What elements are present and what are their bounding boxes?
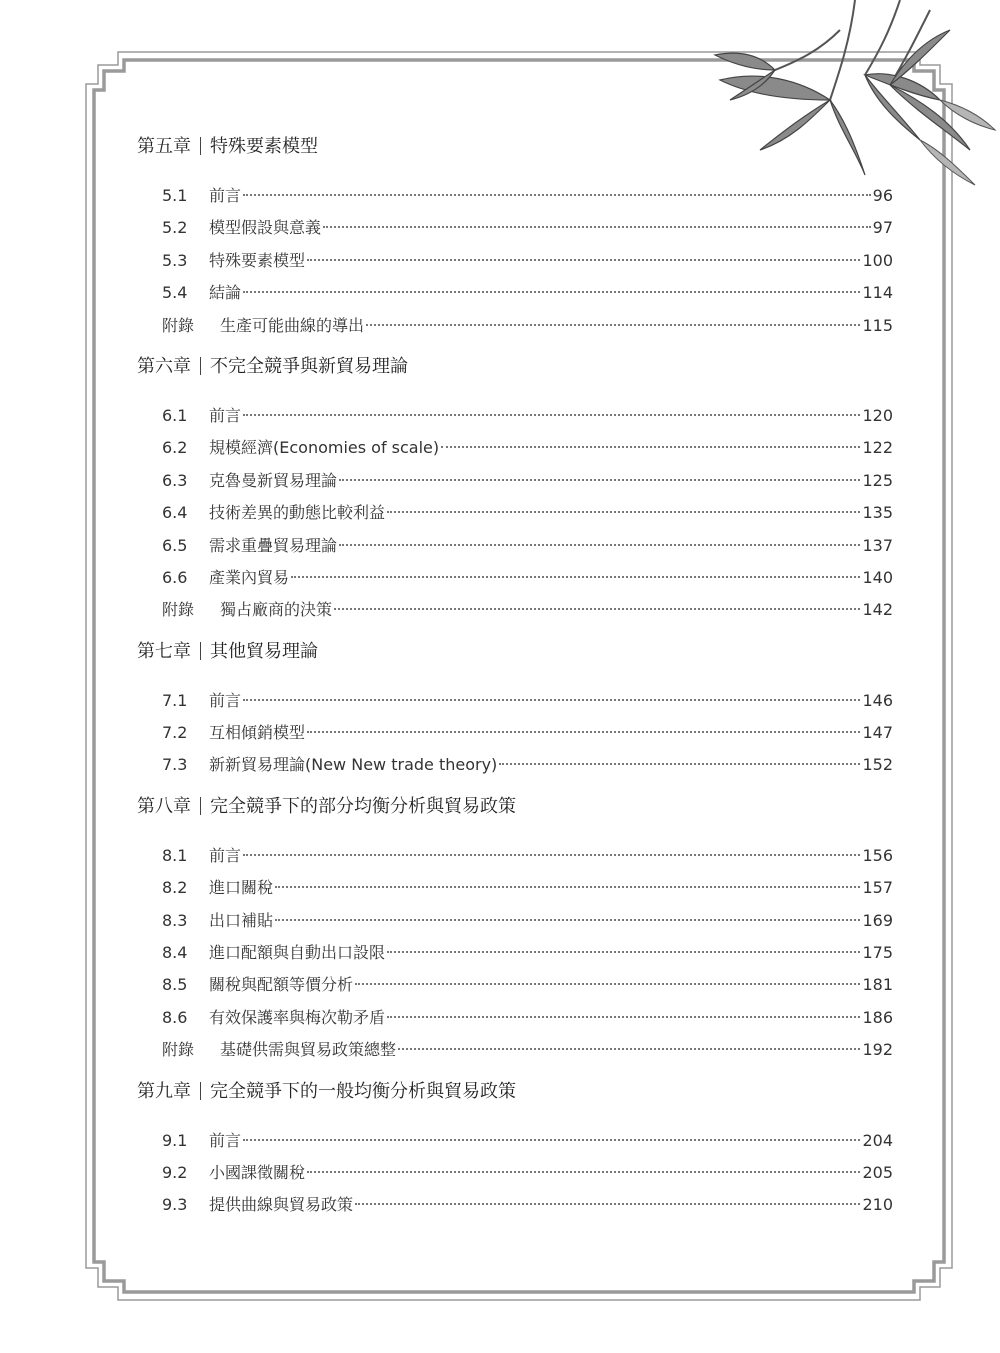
chapter-heading[interactable] xyxy=(137,132,893,162)
entry-page-number: 157 xyxy=(862,878,893,898)
chapter-title: 完全競爭下的部分均衡分析與貿易政策 xyxy=(210,795,516,817)
dot-leader xyxy=(355,982,860,985)
chapter-separator xyxy=(200,797,201,815)
dot-leader xyxy=(243,193,871,196)
toc-entry[interactable] xyxy=(137,969,893,1001)
toc-entry[interactable] xyxy=(137,245,893,277)
chapter-separator xyxy=(200,357,201,375)
entry-title: 技術差異的動態比較利益 xyxy=(209,503,386,523)
entry-number: 5.1 xyxy=(162,186,188,205)
entry-page-number: 137 xyxy=(862,535,893,555)
entry-title: 前言 xyxy=(209,845,242,865)
dot-leader xyxy=(323,225,871,228)
entry-title: 新新貿易理論(New New trade theory) xyxy=(209,755,498,775)
entry-page-number: 122 xyxy=(862,438,893,458)
entry-number: 7.3 xyxy=(162,755,188,775)
entry-title: 結論 xyxy=(209,283,242,303)
toc-entry[interactable] xyxy=(137,212,893,244)
entry-page-number: 152 xyxy=(862,755,893,775)
entry-page-number: 100 xyxy=(862,250,893,270)
dot-leader xyxy=(307,730,860,733)
entry-title: 出口補貼 xyxy=(209,910,274,930)
chapter-label: 第七章 xyxy=(137,640,191,662)
chapter-title: 不完全競爭與新貿易理論 xyxy=(210,355,408,377)
dot-leader xyxy=(334,607,860,610)
chapter-heading[interactable] xyxy=(137,637,893,667)
entry-title: 有效保護率與梅次勒矛盾 xyxy=(209,1007,386,1027)
toc-entry[interactable] xyxy=(137,400,893,432)
entry-number: 9.2 xyxy=(162,1162,188,1182)
entry-number: 5.3 xyxy=(162,250,188,270)
dot-leader xyxy=(366,323,860,326)
dot-leader xyxy=(243,853,860,856)
toc-entry[interactable] xyxy=(137,840,893,872)
entry-title: 關稅與配額等價分析 xyxy=(209,975,354,995)
entry-number: 7.2 xyxy=(162,723,188,743)
chapter-section xyxy=(137,637,893,782)
chapter-heading[interactable] xyxy=(137,1077,893,1107)
dot-leader xyxy=(398,1047,860,1050)
entry-number: 9.3 xyxy=(162,1195,188,1215)
entry-page-number: 96 xyxy=(872,186,893,205)
chapter-separator xyxy=(200,1082,201,1100)
chapter-section xyxy=(137,792,893,1067)
entry-title: 產業內貿易 xyxy=(209,567,290,587)
chapter-section xyxy=(137,352,893,627)
entry-page-number: 205 xyxy=(862,1162,893,1182)
entry-title: 克魯曼新貿易理論 xyxy=(209,470,338,490)
entry-title: 前言 xyxy=(209,690,242,710)
entry-number: 8.5 xyxy=(162,975,188,995)
entry-page-number: 142 xyxy=(862,600,893,620)
entry-number: 6.3 xyxy=(162,470,188,490)
entry-number: 5.2 xyxy=(162,218,188,238)
dot-leader xyxy=(339,543,860,546)
toc-entry[interactable] xyxy=(137,717,893,749)
entry-title: 需求重疊貿易理論 xyxy=(209,535,338,555)
chapter-title: 特殊要素模型 xyxy=(210,136,318,157)
chapter-separator xyxy=(200,137,201,155)
toc-entry[interactable] xyxy=(137,562,893,594)
entry-title: 提供曲線與貿易政策 xyxy=(209,1195,354,1215)
entry-title: 進口關稅 xyxy=(209,878,274,898)
toc-entry[interactable] xyxy=(137,1034,893,1066)
toc-entry[interactable] xyxy=(137,685,893,717)
dot-leader xyxy=(499,762,860,765)
chapter-title: 完全競爭下的一般均衡分析與貿易政策 xyxy=(210,1080,516,1102)
entry-number: 8.4 xyxy=(162,943,188,963)
entry-page-number: 97 xyxy=(872,218,893,238)
entry-page-number: 204 xyxy=(862,1130,893,1150)
entry-page-number: 181 xyxy=(862,975,893,995)
dot-leader xyxy=(387,510,860,513)
chapter-label: 第五章 xyxy=(137,136,191,157)
entry-page-number: 156 xyxy=(862,845,893,865)
entry-number: 附錄 xyxy=(162,1040,195,1060)
entry-number: 附錄 xyxy=(162,600,195,620)
entry-number: 7.1 xyxy=(162,690,188,710)
entry-page-number: 146 xyxy=(862,690,893,710)
entry-title: 進口配額與自動出口設限 xyxy=(209,943,386,963)
entry-number: 8.2 xyxy=(162,878,188,898)
toc-entry[interactable] xyxy=(137,749,893,781)
toc-entry[interactable] xyxy=(137,872,893,904)
chapter-label: 第六章 xyxy=(137,355,191,377)
entry-number: 8.1 xyxy=(162,845,188,865)
entry-title: 基礎供需與貿易政策總整 xyxy=(220,1040,397,1060)
toc-entry[interactable] xyxy=(137,905,893,937)
toc-entry[interactable] xyxy=(137,594,893,626)
entry-title: 前言 xyxy=(209,405,242,425)
entry-title: 規模經濟(Economies of scale) xyxy=(209,438,440,458)
toc-entry[interactable] xyxy=(137,1189,893,1221)
dot-leader xyxy=(387,950,860,953)
dot-leader xyxy=(243,413,860,416)
dot-leader xyxy=(307,1170,860,1173)
entry-title: 前言 xyxy=(209,186,242,205)
entry-number: 6.4 xyxy=(162,503,188,523)
table-of-contents xyxy=(137,132,893,1232)
entry-number: 6.6 xyxy=(162,567,188,587)
entry-number: 8.6 xyxy=(162,1007,188,1027)
dot-leader xyxy=(307,258,860,261)
toc-entry[interactable] xyxy=(137,465,893,497)
toc-entry[interactable] xyxy=(137,497,893,529)
entry-number: 9.1 xyxy=(162,1130,188,1150)
entry-page-number: 175 xyxy=(862,943,893,963)
dot-leader xyxy=(275,885,860,888)
dot-leader xyxy=(291,575,860,578)
entry-page-number: 192 xyxy=(862,1040,893,1060)
entry-number: 6.1 xyxy=(162,405,188,425)
entry-title: 小國課徵關稅 xyxy=(209,1162,306,1182)
dot-leader xyxy=(243,698,860,701)
chapter-section xyxy=(137,1077,893,1222)
dot-leader xyxy=(441,445,860,448)
entry-page-number: 120 xyxy=(862,405,893,425)
entry-page-number: 115 xyxy=(862,315,893,335)
entry-page-number: 147 xyxy=(862,723,893,743)
entry-page-number: 169 xyxy=(862,910,893,930)
entry-title: 模型假設與意義 xyxy=(209,218,322,238)
entry-page-number: 210 xyxy=(862,1195,893,1215)
entry-page-number: 186 xyxy=(862,1007,893,1027)
toc-entry[interactable] xyxy=(137,530,893,562)
entry-number: 附錄 xyxy=(162,315,195,335)
toc-entry[interactable] xyxy=(137,310,893,342)
entry-number: 5.4 xyxy=(162,283,188,303)
entry-title: 互相傾銷模型 xyxy=(209,723,306,743)
dot-leader xyxy=(387,1015,860,1018)
entry-number: 6.2 xyxy=(162,438,188,458)
entry-title: 前言 xyxy=(209,1130,242,1150)
toc-entry[interactable] xyxy=(137,180,893,212)
chapter-title: 其他貿易理論 xyxy=(210,640,318,662)
toc-entry[interactable] xyxy=(137,937,893,969)
entry-title: 特殊要素模型 xyxy=(209,250,306,270)
chapter-heading[interactable] xyxy=(137,792,893,822)
entry-title: 獨占廠商的決策 xyxy=(220,600,333,620)
toc-entry[interactable] xyxy=(137,1157,893,1189)
entry-page-number: 140 xyxy=(862,567,893,587)
chapter-section xyxy=(137,132,893,342)
entry-number: 6.5 xyxy=(162,535,188,555)
dot-leader xyxy=(243,1138,860,1141)
chapter-heading[interactable] xyxy=(137,352,893,382)
entry-page-number: 135 xyxy=(862,503,893,523)
chapter-label: 第九章 xyxy=(137,1080,191,1102)
chapter-label: 第八章 xyxy=(137,795,191,817)
dot-leader xyxy=(275,918,860,921)
entry-page-number: 114 xyxy=(862,283,893,303)
toc-entry[interactable] xyxy=(137,277,893,309)
dot-leader xyxy=(243,290,860,293)
entry-title: 生產可能曲線的導出 xyxy=(220,315,365,335)
toc-entry[interactable] xyxy=(137,1002,893,1034)
entry-page-number: 125 xyxy=(862,470,893,490)
toc-entry[interactable] xyxy=(137,1125,893,1157)
chapter-separator xyxy=(200,642,201,660)
toc-entry[interactable] xyxy=(137,432,893,464)
dot-leader xyxy=(355,1202,860,1205)
entry-number: 8.3 xyxy=(162,910,188,930)
dot-leader xyxy=(339,478,860,481)
